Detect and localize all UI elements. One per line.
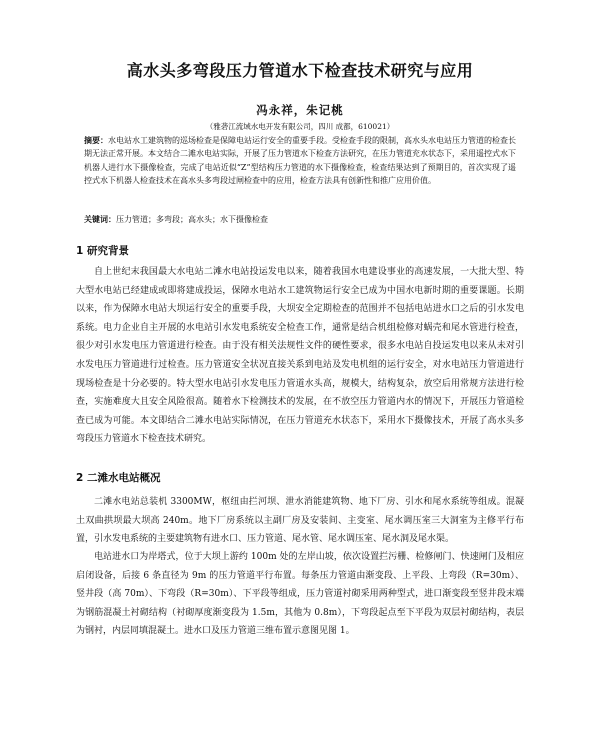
section2-heading: 2 二滩水电站概况 [76,472,161,484]
paper-authors: 冯永祥，朱记桃 [256,103,344,117]
keywords-label: 关键词： [84,215,116,224]
section2-paragraph-2: 电站进水口为岸塔式，位于大坝上游约 100m 处的左岸山坡，依次设置拦污栅、检修闸门、快速闸门及相应启闭设备，后接 6 条直径为 9m 的压力管道平行布置。每条压力管道由渐变段、上平段、上弯段（R=30m）、竖井段（高 70m）、下弯段（R=30m）、下平段等组成，压力管道衬砌采用两种型式，进口渐变段至竖井段末端为钢筋混凝土衬砌结构（衬砌厚度渐变段为 1.5m，其他为 0.8m），下弯段起点至下平段为双层衬砌结构，表层为钢衬，内层同填混凝土。进水口及压力管道三维布置示意图见图 1。 [76,552,524,637]
section1-paragraph: 自上世纪末我国最大水电站二滩水电站投运发电以来，随着我国水电建设事业的高速发展，一大批大型、特大型水电站已经建成或即将建成投运，保障水电站水工建筑物运行安全已成为中国水电新时期的重要课题。长期以来，作为保障水电站大坝运行安全的重要手段，大坝安全定期检查的范围并不包括电站进水口之后的引水发电系统。电力企业自主开展的水电站引水发电系统安全检查工作，通常是结合机组检修对蜗壳和尾水管进行检查，很少对引水发电压力管道进行检查。由于没有相关法规性文件的硬性要求，很多水电站自投运发电以来从未对引水发电压力管道进行过检查。压力管道安全状况直接关系到电站及发电机组的运行安全，对水电站压力管道进行现场检查是十分必要的。特大型水电站引水发电压力管道水头高，规模大，结构复杂，放空后用常规方法进行检查，实施难度大且安全风险很高。随着水下检测技术的发展，在不放空压力管道内水的情况下，开展压力管道检查已成为可能。本文即结合二滩水电站实际情况，在压力管道充水状态下，采用水下摄像技术，开展了高水头多弯段压力管道水下检查技术研究。 [76,267,524,445]
paper-affiliation: （雅砻江流域水电开发有限公司，四川 成都，610021） [205,122,395,131]
abstract-text: 水电站水工建筑物的巡场检查是保障电站运行安全的重要手段。受检查手段的限制，高水头水电站压力管道的检查长期无法正常开展。本文结合二滩水电站实际，开展了压力管道水下检查方法研究，在压力管道充水状态下，采用遥控式水下机器人进行水下摄像检查，完成了电站近似“Z”型结构压力管道的水下摄像检查，检查结果达到了预期目的，首次实现了遥控式水下机器人检查技术在高水头多弯段过闸检查中的应用，检查方法具有创新性和推广应用价值。 [84,136,516,186]
section2-paragraph-1: 二滩水电站总装机 3300MW，枢纽由拦河坝、泄水消能建筑物、地下厂房、引水和尾水系统等组成。混凝土双曲拱坝最大坝高 240m。地下厂房系统以主副厂房及安装间、主变室、尾水调压室三大洞室为主修平行布置，引水发电系统的主要建筑物有进水口、压力管道、尾水管、尾水调压室、尾水洞及尾水渠。 [76,497,524,545]
keywords-block [84,214,516,226]
paper-title: 高水头多弯段压力管道水下检查技术研究与应用 [126,61,474,80]
abstract-block [84,134,516,188]
section1-heading: 1 研究背景 [76,245,129,257]
keywords-text: 压力管道；多弯段；高水头；水下摄像检查 [116,215,268,224]
abstract-label: 摘要： [84,136,108,145]
